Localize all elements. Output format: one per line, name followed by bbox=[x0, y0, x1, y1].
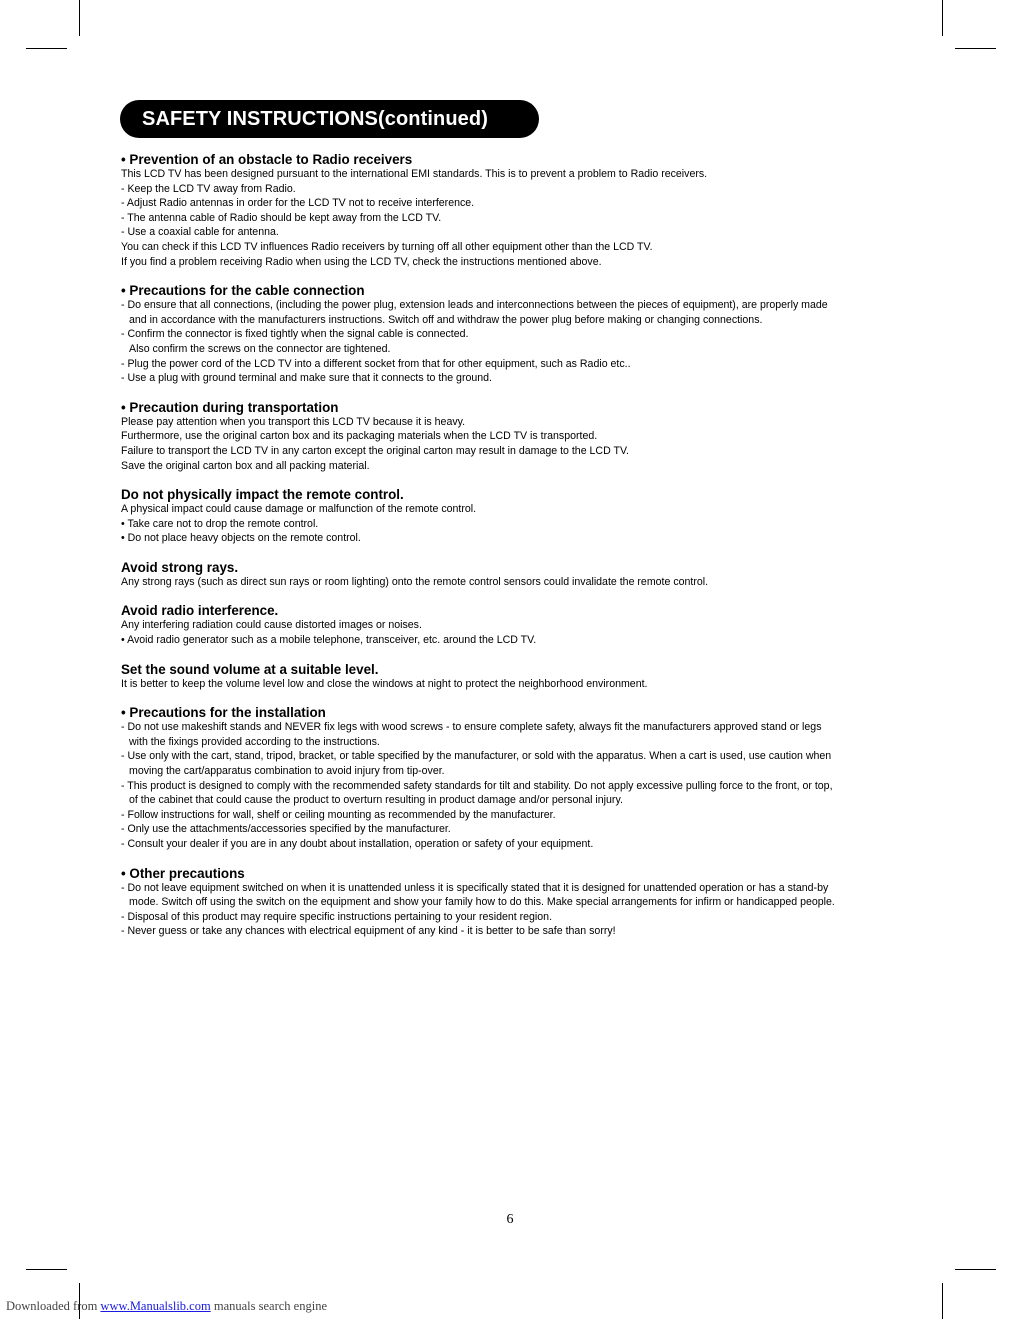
instruction-line: - The antenna cable of Radio should be kept away from the LCD TV. bbox=[121, 211, 442, 224]
manualslib-link[interactable]: www.Manualslib.com bbox=[100, 1299, 211, 1313]
instruction-section bbox=[121, 866, 911, 939]
crop-mark-bottom-right-vertical bbox=[942, 1283, 943, 1319]
instruction-line: - Never guess or take any chances with electrical equipment of any kind - it is better to be safe than sorry! bbox=[121, 925, 616, 938]
section-heading: Avoid radio interference. bbox=[121, 603, 279, 619]
instruction-line: - Do not use makeshift stands and NEVER fix legs with wood screws - to ensure complete safety, always fit the manufacturers approved stand or legs bbox=[121, 721, 822, 734]
instruction-line: Also confirm the screws on the connector are tightened. bbox=[129, 342, 391, 355]
instruction-line: - Plug the power cord of the LCD TV into a different socket from that for other equipment, such as Radio etc.. bbox=[121, 357, 631, 370]
instruction-line: - Do ensure that all connections, (including the power plug, extension leads and interconnections between the pieces of equipment), are properly made bbox=[121, 299, 828, 312]
crop-mark-top-left-vertical bbox=[79, 0, 80, 36]
instruction-line: - Keep the LCD TV away from Radio. bbox=[121, 182, 296, 195]
crop-mark-top-right-vertical bbox=[942, 0, 943, 36]
crop-mark-bottom-left-horizontal bbox=[26, 1269, 67, 1270]
instruction-line: - Use a plug with ground terminal and make sure that it connects to the ground. bbox=[121, 372, 492, 385]
footer-prefix: Downloaded from bbox=[6, 1299, 98, 1313]
instruction-line: - Consult your dealer if you are in any doubt about installation, operation or safety of your equipment. bbox=[121, 838, 594, 850]
instruction-line: This LCD TV has been designed pursuant to the international EMI standards. This is to prevent a problem to Radio receivers. bbox=[121, 168, 708, 180]
section-heading: • Other precautions bbox=[121, 865, 245, 881]
instruction-line: Please pay attention when you transport this LCD TV because it is heavy. bbox=[121, 415, 466, 428]
instruction-section bbox=[121, 283, 911, 386]
instruction-line: If you find a problem receiving Radio when using the LCD TV, check the instructions mentioned above. bbox=[121, 255, 602, 268]
instruction-line: - Only use the attachments/accessories specified by the manufacturer. bbox=[121, 823, 451, 836]
section-heading: • Prevention of an obstacle to Radio receivers bbox=[121, 152, 413, 167]
section-heading: • Precaution during transportation bbox=[121, 399, 339, 415]
instruction-line: - Adjust Radio antennas in order for the LCD TV not to receive interference. bbox=[121, 197, 475, 210]
footer-suffix: manuals search engine bbox=[213, 1299, 327, 1313]
instruction-line: with the fixings provided according to the instructions. bbox=[129, 735, 380, 748]
instruction-line: mode. Switch off using the switch on the equipment and show your family how to do this. Make special arrangements for infirm or handicapped people. bbox=[129, 896, 835, 909]
instruction-line: • Avoid radio generator such as a mobile telephone, transceiver, etc. around the LCD TV. bbox=[121, 634, 537, 647]
instruction-section bbox=[121, 400, 911, 473]
instruction-line: - Confirm the connector is fixed tightly when the signal cable is connected. bbox=[121, 328, 469, 341]
section-banner bbox=[120, 100, 539, 138]
instruction-line: • Take care not to drop the remote control. bbox=[121, 517, 319, 530]
section-heading: Do not physically impact the remote control. bbox=[121, 487, 404, 503]
instruction-line: Furthermore, use the original carton box and its packaging materials when the LCD TV is transported. bbox=[121, 430, 598, 443]
instruction-line: - Use only with the cart, stand, tripod, bracket, or table specified by the manufacturer, or sold with the apparatus. When a cart is used, use caution when bbox=[121, 750, 832, 763]
instruction-section bbox=[121, 152, 911, 269]
page-number: 6 bbox=[506, 1212, 514, 1227]
section-heading: • Precautions for the cable connection bbox=[121, 283, 365, 299]
crop-mark-top-right-horizontal bbox=[955, 48, 996, 49]
instruction-section bbox=[121, 560, 911, 590]
crop-mark-bottom-right-horizontal bbox=[955, 1269, 996, 1270]
banner-title: SAFETY INSTRUCTIONS(continued) bbox=[142, 107, 488, 130]
instruction-section bbox=[121, 662, 911, 692]
instruction-line: - Use a coaxial cable for antenna. bbox=[121, 226, 279, 239]
section-heading: Set the sound volume at a suitable level. bbox=[121, 661, 379, 677]
download-footer bbox=[6, 1299, 327, 1314]
instruction-section bbox=[121, 487, 911, 546]
instruction-line: of the cabinet that could cause the product to overturn resulting in product damage and/or personal injury. bbox=[129, 794, 623, 807]
section-heading: • Precautions for the installation bbox=[121, 705, 326, 721]
crop-mark-top-left-horizontal bbox=[26, 48, 67, 49]
instruction-line: moving the cart/apparatus combination to avoid injury from tip-over. bbox=[129, 765, 445, 778]
instruction-line: You can check if this LCD TV influences Radio receivers by turning off all other equipment other than the LCD TV. bbox=[121, 240, 653, 253]
instruction-line: - This product is designed to comply with the recommended safety standards for tilt and stability. Do not apply excessive pulling force to the front, or top, bbox=[121, 779, 833, 792]
instruction-line: • Do not place heavy objects on the remote control. bbox=[121, 532, 361, 545]
instruction-line: - Disposal of this product may require specific instructions pertaining to your resident region. bbox=[121, 910, 553, 923]
section-heading: Avoid strong rays. bbox=[121, 559, 239, 575]
instruction-line: It is better to keep the volume level low and close the windows at night to protect the neighborhood environment. bbox=[121, 677, 648, 690]
instruction-line: and in accordance with the manufacturers instructions. Switch off and withdraw the power plug before making or changing connections. bbox=[129, 313, 763, 326]
instruction-line: Any interfering radiation could cause distorted images or noises. bbox=[121, 619, 422, 632]
instruction-section bbox=[121, 603, 911, 647]
instruction-line: Any strong rays (such as direct sun rays or room lighting) onto the remote control sensors could invalidate the remote control. bbox=[121, 575, 709, 588]
instruction-line: Failure to transport the LCD TV in any carton except the original carton may result in damage to the LCD TV. bbox=[121, 444, 629, 457]
instruction-line: Save the original carton box and all packing material. bbox=[121, 459, 370, 472]
instruction-section bbox=[121, 705, 911, 851]
instructions-body bbox=[121, 150, 911, 953]
instruction-line: A physical impact could cause damage or malfunction of the remote control. bbox=[121, 503, 477, 516]
instruction-line: - Do not leave equipment switched on when it is unattended unless it is specifically stated that it is designed for unattended operation or has a stand-by bbox=[121, 881, 829, 894]
instruction-line: - Follow instructions for wall, shelf or ceiling mounting as recommended by the manufacturer. bbox=[121, 808, 556, 821]
